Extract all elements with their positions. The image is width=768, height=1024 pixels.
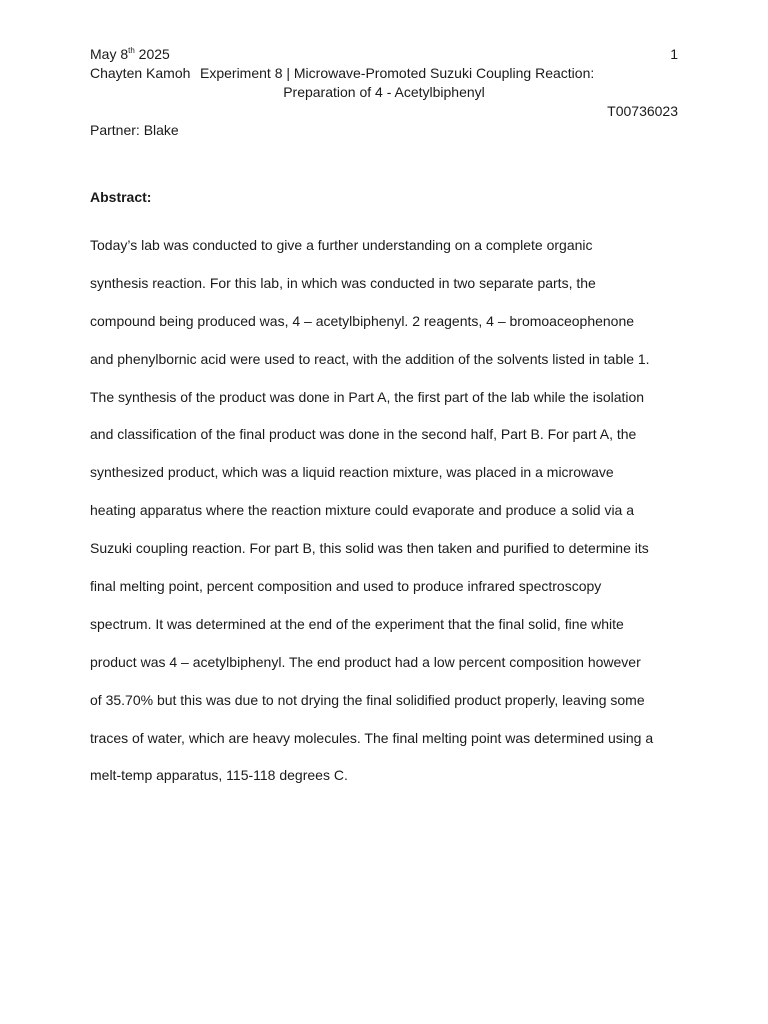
header-date: [90, 45, 170, 64]
date-month-day: May 8: [90, 46, 129, 62]
date-ordinal-suffix: th: [128, 46, 135, 55]
abstract-line: heating apparatus where the reaction mixture could evaporate and produce a solid via a: [90, 502, 635, 519]
experiment-title: [200, 64, 595, 102]
student-id: T00736023: [607, 103, 678, 119]
lab-partner: Partner: Blake: [90, 122, 179, 138]
experiment-title-line-2: Preparation of 4 - Acetylbiphenyl: [283, 84, 485, 100]
date-year: 2025: [134, 46, 170, 62]
page-number: 1: [670, 46, 678, 62]
abstract-line: traces of water, which are heavy molecules. The final melting point was determined using a: [90, 729, 654, 746]
abstract-line: final melting point, percent composition and used to produce infrared spectroscopy: [90, 578, 602, 595]
abstract-line: Suzuki coupling reaction. For part B, this solid was then taken and purified to determine its: [90, 540, 649, 557]
abstract-line: of 35.70% but this was due to not drying the final solidified product properly, leaving some: [90, 691, 645, 708]
abstract-line: melt-temp apparatus, 115-118 degrees C.: [90, 767, 348, 784]
abstract-line: synthesis reaction. For this lab, in which was conducted in two separate parts, the: [90, 274, 596, 291]
abstract-line: synthesized product, which was a liquid reaction mixture, was placed in a microwave: [90, 464, 614, 481]
abstract-line: The synthesis of the product was done in Part A, the first part of the lab while the isolation: [90, 388, 645, 405]
abstract-line: product was 4 – acetylbiphenyl. The end product had a low percent composition however: [90, 653, 641, 670]
author-name: Chayten Kamoh: [90, 65, 191, 81]
experiment-title-line-1: Experiment 8 | Microwave-Promoted Suzuki Coupling Reaction:: [200, 65, 595, 81]
abstract-paragraph: [90, 236, 678, 804]
abstract-line: and phenylbornic acid were used to react, with the addition of the solvents listed in table 1.: [90, 350, 650, 367]
abstract-line: and classification of the final product was done in the second half, Part B. For part A, the: [90, 426, 637, 443]
abstract-heading: Abstract:: [90, 189, 152, 205]
abstract-line: Today’s lab was conducted to give a further understanding on a complete organic: [90, 237, 593, 253]
abstract-line: compound being produced was, 4 – acetylbiphenyl. 2 reagents, 4 – bromoaceophenone: [90, 312, 635, 329]
abstract-line: spectrum. It was determined at the end of the experiment that the final solid, fine white: [90, 615, 624, 632]
